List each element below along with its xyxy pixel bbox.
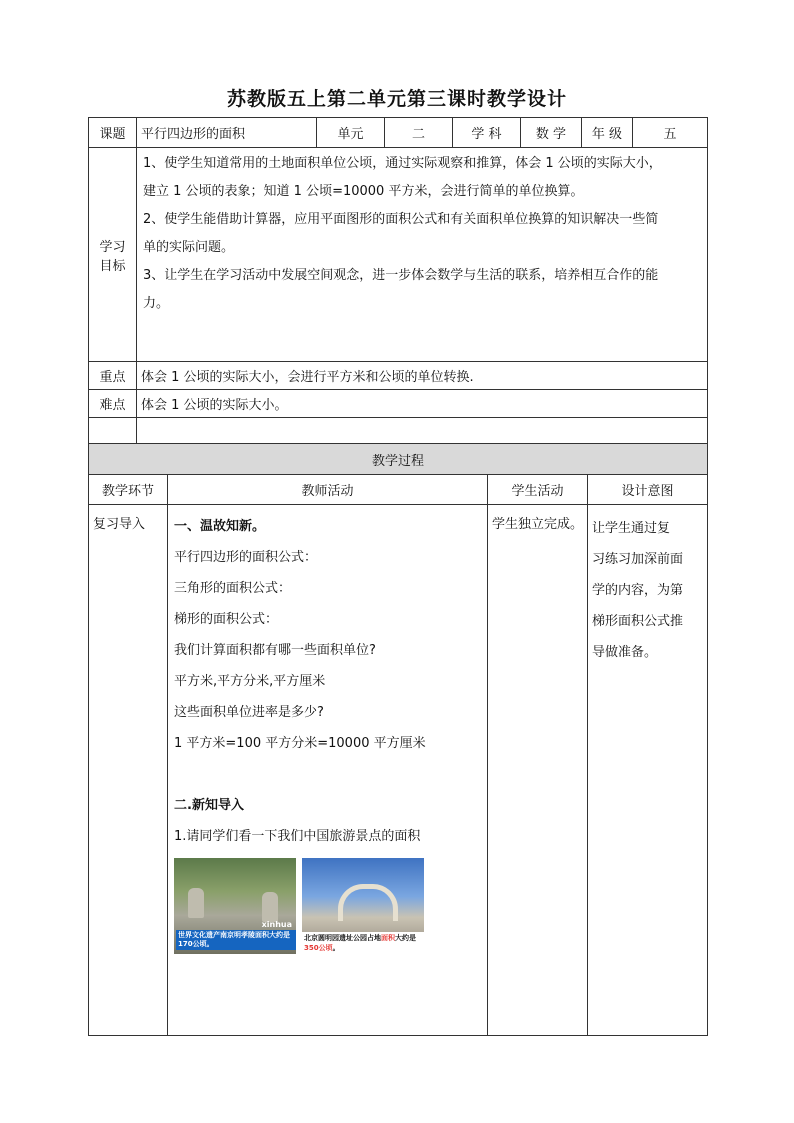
difficulty-value: 体会 1 公顷的实际大小。 [137, 390, 708, 418]
teacher-line: 平方米,平方分米,平方厘米 [174, 674, 326, 689]
col-teacher: 教师活动 [168, 475, 488, 505]
design-intent [588, 505, 708, 1036]
photo-watermark: xinhua [261, 920, 292, 929]
teacher-line: 三角形的面积公式： [174, 581, 292, 596]
grade-value: 五 [633, 118, 708, 148]
topic-label: 课题 [89, 118, 137, 148]
photo2-caption [302, 932, 424, 954]
teacher-line: 二.新知导入 [174, 798, 244, 813]
caption-part: 面积 [381, 934, 395, 942]
teacher-line [174, 759, 481, 790]
empty-cell [137, 418, 708, 444]
teacher-line: 平行四边形的面积公式： [174, 550, 318, 565]
design-line: 梯形面积公式推 [592, 614, 684, 629]
design-line: 习练习加深前面 [592, 552, 684, 567]
process-title: 教学过程 [89, 444, 708, 475]
goals-label [89, 148, 137, 362]
design-line: 让学生通过复 [592, 521, 671, 536]
goal-line: 3、让学生在学习活动中发展空间观念，进一步体会数学与生活的联系，培养相互合作的能 [143, 268, 659, 283]
topic-value: 平行四边形的面积 [137, 118, 317, 148]
caption-part: 350公顷 [304, 944, 333, 952]
design-line: 导做准备。 [592, 645, 658, 660]
design-line: 学的内容，为第 [592, 583, 684, 598]
ming-tomb-photo [174, 858, 296, 954]
student-activity: 学生独立完成。 [488, 505, 588, 1036]
goal-line: 力。 [143, 296, 170, 311]
goals-content [137, 148, 708, 362]
key-point-value: 体会 1 公顷的实际大小，会进行平方米和公顷的单位转换. [137, 362, 708, 390]
teacher-line: 梯形的面积公式： [174, 612, 279, 627]
goal-line: 2、使学生能借助计算器，应用平面图形的面积公式和有关面积单位换算的知识解决一些简 [143, 212, 659, 227]
unit-label: 单元 [317, 118, 385, 148]
col-stage: 教学环节 [89, 475, 168, 505]
teaching-process-table [88, 443, 708, 1036]
goals-label-line1: 学习 [99, 239, 126, 255]
caption-part: 北京圆明园遗址公园占地 [304, 934, 381, 942]
goals-label-line2: 目标 [99, 258, 126, 274]
teacher-line: 1.请同学们看一下我们中国旅游景点的面积 [174, 829, 421, 844]
statue-shape [262, 892, 278, 922]
caption-part: 大约是 [395, 934, 416, 942]
col-student: 学生活动 [488, 475, 588, 505]
grade-label: 年 级 [582, 118, 633, 148]
teacher-line: 我们计算面积都有哪一些面积单位? [174, 643, 376, 658]
goal-line: 建立 1 公顷的表象；知道 1 公顷=10000 平方米，会进行简单的单位换算。 [143, 184, 584, 199]
subject-label: 学 科 [453, 118, 521, 148]
difficulty-label: 难点 [89, 390, 137, 418]
key-point-label: 重点 [89, 362, 137, 390]
lesson-info-table [88, 117, 708, 444]
teacher-line: 这些面积单位进率是多少? [174, 705, 324, 720]
unit-value: 二 [385, 118, 453, 148]
page-title: 苏教版五上第二单元第三课时教学设计 [226, 88, 567, 110]
photo1-caption: 世界文化遗产南京明孝陵面积大约是170公顷。 [176, 930, 296, 950]
yuanmingyuan-photo [302, 858, 424, 954]
statue-shape [188, 888, 204, 918]
goal-line: 1、使学生知道常用的土地面积单位公顷，通过实际观察和推算，体会 1 公顷的实际大小， [143, 156, 662, 171]
empty-cell [89, 418, 137, 444]
goal-line: 单的实际问题。 [143, 240, 235, 255]
teacher-line: 一、温故知新。 [174, 519, 266, 534]
subject-value: 数 学 [521, 118, 582, 148]
col-design: 设计意图 [588, 475, 708, 505]
stage-cell: 复习导入 [89, 505, 168, 1036]
caption-part: 。 [332, 944, 340, 952]
teacher-line: 1 平方米=100 平方分米=10000 平方厘米 [174, 736, 426, 751]
scenic-photos [174, 858, 481, 954]
ruins-shape [338, 884, 398, 921]
teacher-activity [168, 505, 488, 1036]
